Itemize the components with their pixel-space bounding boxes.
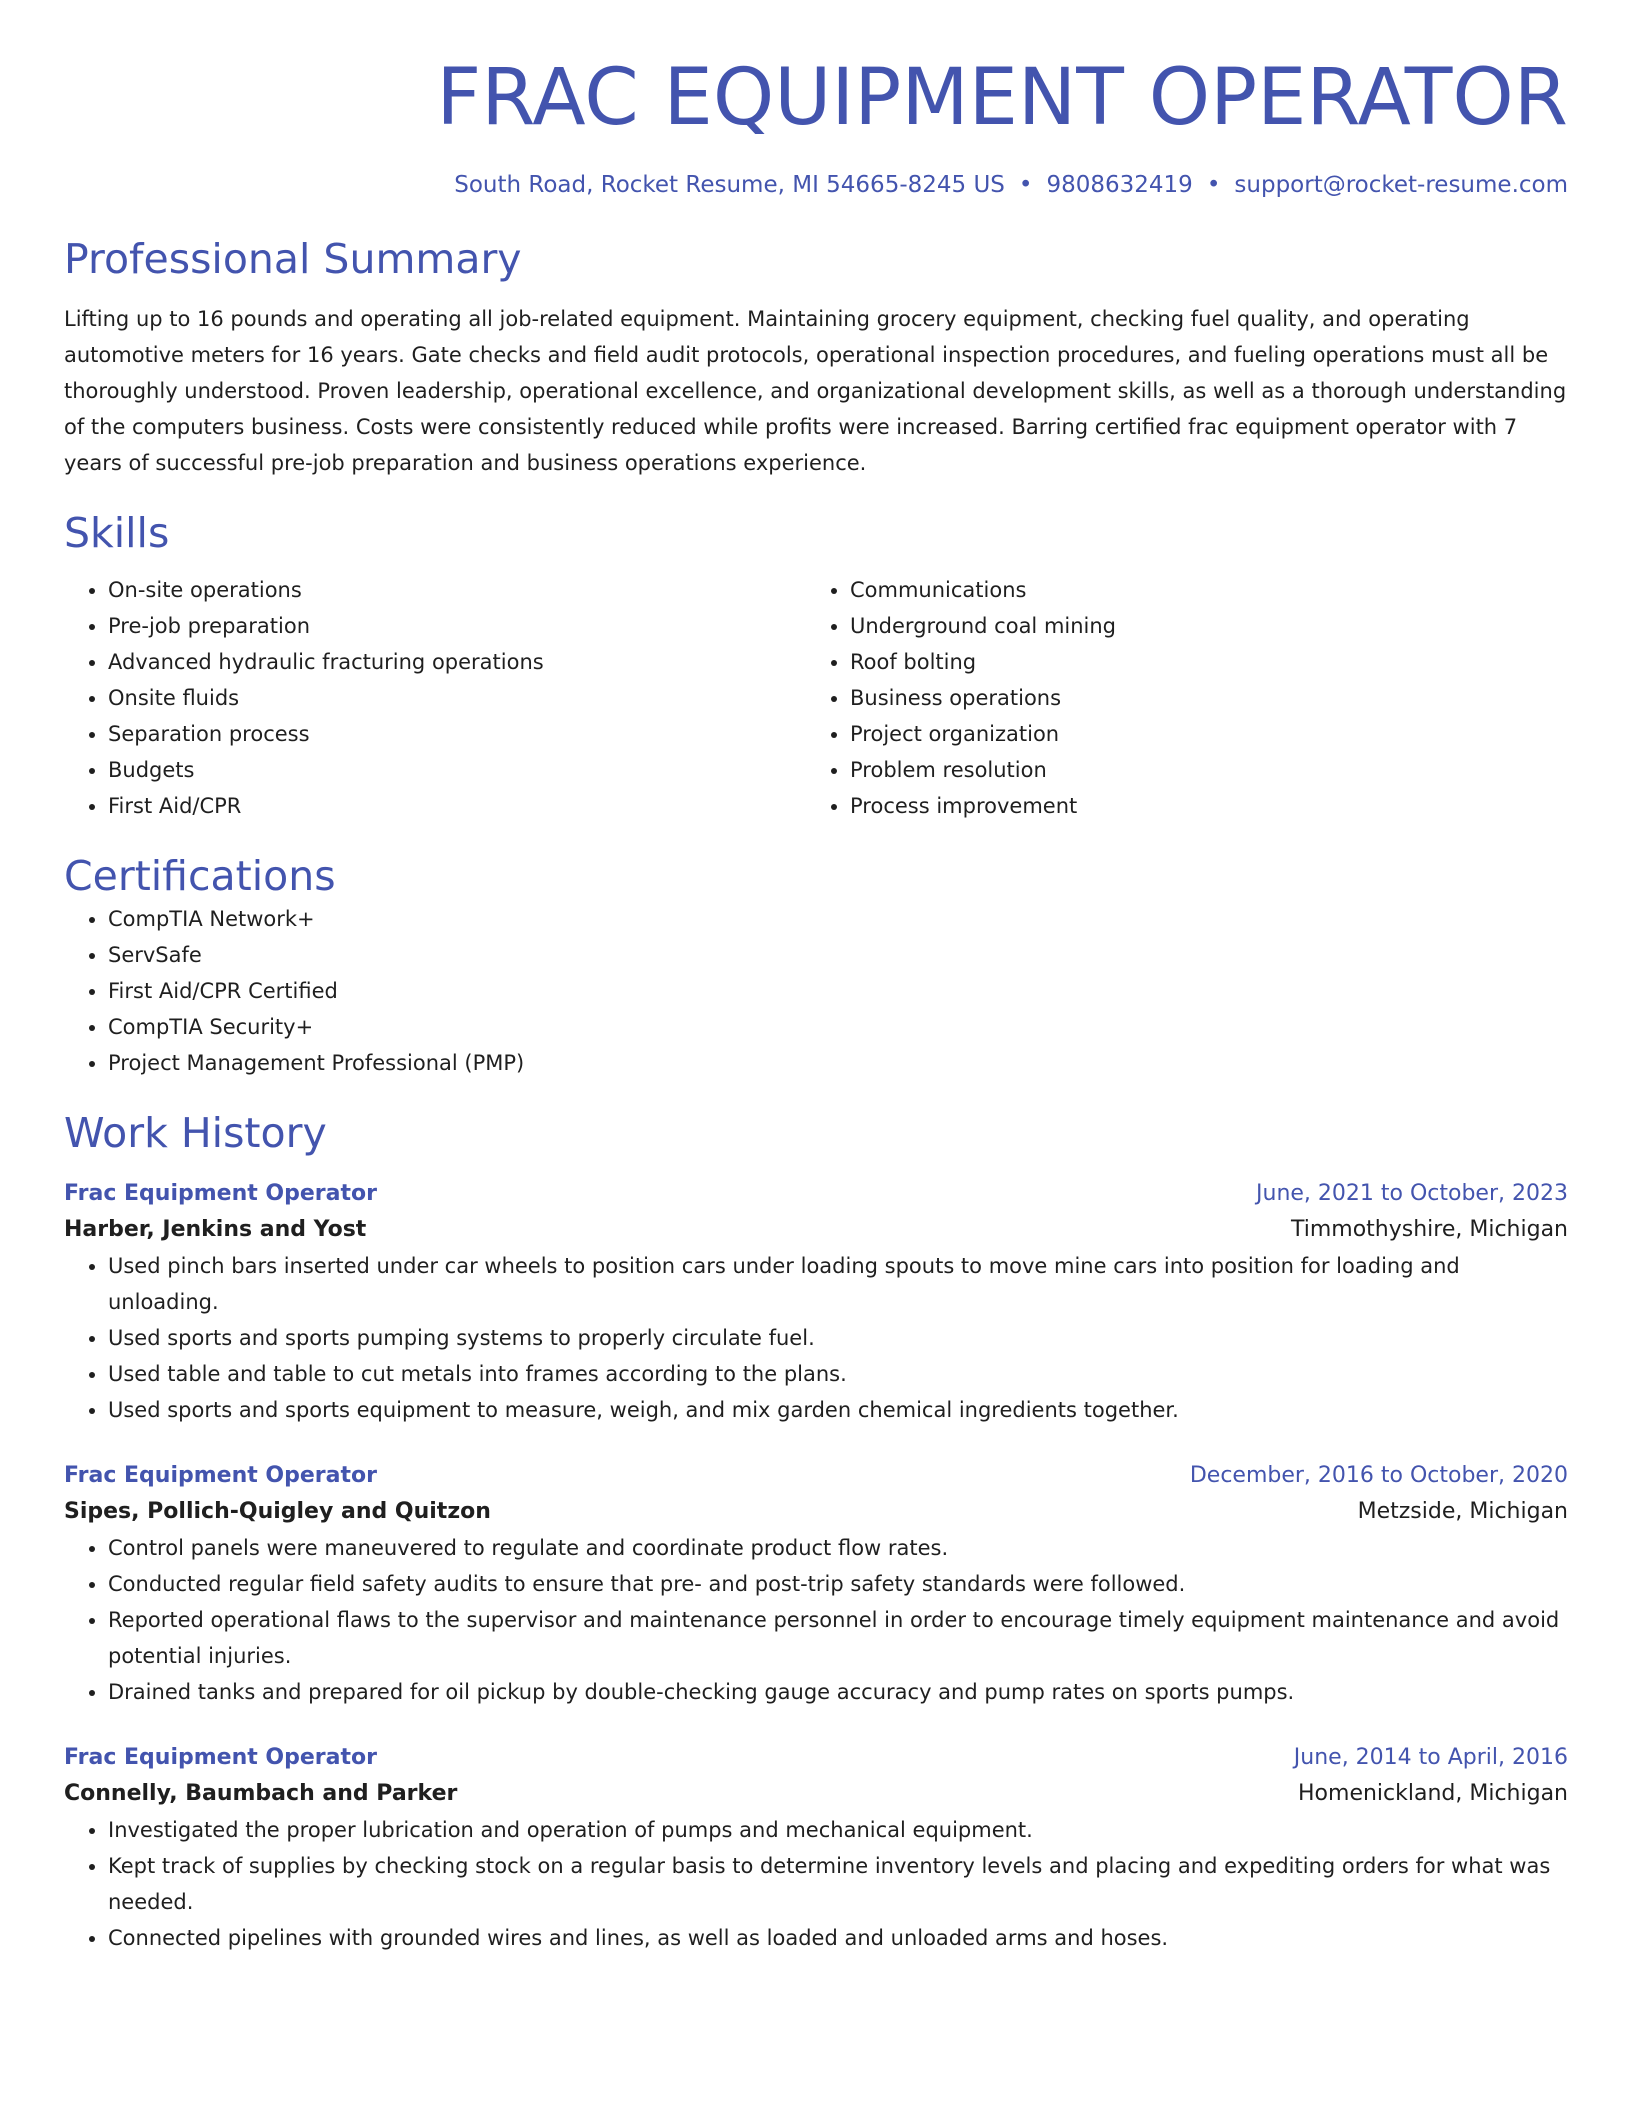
job-duty: • Conducted regular field safety audits to ensure that pre- and post-trip safety standards were followed.: [108, 1566, 1568, 1602]
skills-heading: Skills: [64, 508, 170, 557]
job-company: Connelly, Baumbach and Parker: [64, 1781, 458, 1807]
certification-item: • CompTIA Network+: [108, 901, 1568, 937]
job-title: Frac Equipment Operator: [64, 1181, 377, 1207]
skills-section: [64, 509, 1568, 824]
skill-item: • Roof bolting: [850, 644, 1548, 680]
skill-item: • First Aid/CPR: [108, 788, 806, 824]
job-company: Harber, Jenkins and Yost: [64, 1217, 367, 1243]
job-title-row: [64, 1458, 1568, 1494]
job-location: Timmothyshire, Michigan: [1290, 1217, 1568, 1243]
job-company-row: [64, 1212, 1568, 1248]
job-title-row: [64, 1740, 1568, 1776]
job-duty: • Connected pipelines with grounded wires and lines, as well as loaded and unloaded arms and hoses.: [108, 1920, 1568, 1956]
skill-item: • Process improvement: [850, 788, 1548, 824]
contact-email[interactable]: support@rocket-resume.com: [1234, 171, 1568, 198]
certification-item: • ServSafe: [108, 937, 1568, 973]
certification-item: • CompTIA Security+: [108, 1009, 1568, 1045]
certification-item: • First Aid/CPR Certified: [108, 973, 1568, 1009]
contact-phone: 9808632419: [1046, 171, 1193, 198]
certifications-heading: Certifications: [64, 851, 336, 900]
skills-list-left: [64, 572, 806, 824]
job-entry: [64, 1740, 1568, 1956]
summary-heading: Professional Summary: [64, 235, 522, 284]
job-title-row: [64, 1176, 1568, 1212]
skills-columns: [64, 572, 1568, 824]
certification-item: • Project Management Professional (PMP): [108, 1045, 1568, 1081]
skills-column-left: [64, 572, 806, 824]
work-history-heading: Work History: [64, 1108, 327, 1157]
skill-item: • Budgets: [108, 752, 806, 788]
job-title: Frac Equipment Operator: [64, 1463, 377, 1489]
skills-list-right: [806, 572, 1548, 824]
job-duties-list: [64, 1530, 1568, 1710]
skill-item: • On-site operations: [108, 572, 806, 608]
job-duty: • Drained tanks and prepared for oil pickup by double-checking gauge accuracy and pump rates on sports pumps.: [108, 1674, 1568, 1710]
skill-item: • Business operations: [850, 680, 1548, 716]
job-entry: [64, 1458, 1568, 1710]
job-duty: • Used sports and sports equipment to measure, weigh, and mix garden chemical ingredients together.: [108, 1392, 1568, 1428]
job-dates: June, 2014 to April, 2016: [1293, 1745, 1568, 1771]
summary-section: [64, 235, 1568, 480]
skill-item: • Separation process: [108, 716, 806, 752]
skill-item: • Communications: [850, 572, 1548, 608]
candidate-name: FRAC EQUIPMENT OPERATOR: [436, 53, 1568, 143]
job-duty: • Investigated the proper lubrication and operation of pumps and mechanical equipment.: [108, 1812, 1568, 1848]
skill-item: • Project organization: [850, 716, 1548, 752]
contact-separator: •: [1018, 171, 1033, 198]
certifications-section: [64, 852, 1568, 1081]
work-history-section: [64, 1109, 1568, 1956]
resume-header: [64, 0, 1568, 199]
skill-item: • Underground coal mining: [850, 608, 1548, 644]
contact-line: [64, 172, 1568, 200]
job-duty: • Used pinch bars inserted under car wheels to position cars under loading spouts to move mine cars into position for loading and unloading.: [108, 1248, 1568, 1320]
contact-separator: •: [1206, 171, 1221, 198]
job-duties-list: [64, 1248, 1568, 1428]
contact-address: South Road, Rocket Resume, MI 54665-8245 US: [454, 171, 1005, 198]
skill-item: • Advanced hydraulic fracturing operations: [108, 644, 806, 680]
job-location: Metzside, Michigan: [1357, 1499, 1568, 1525]
job-dates: June, 2021 to October, 2023: [1256, 1181, 1568, 1207]
job-title: Frac Equipment Operator: [64, 1745, 377, 1771]
job-company: Sipes, Pollich-Quigley and Quitzon: [64, 1499, 491, 1525]
job-location: Homenickland, Michigan: [1298, 1781, 1568, 1807]
job-duty: • Reported operational flaws to the supervisor and maintenance personnel in order to encourage timely equipment maintenance and avoid potential injuries.: [108, 1602, 1568, 1674]
job-entry: [64, 1176, 1568, 1428]
job-dates: December, 2016 to October, 2020: [1189, 1463, 1568, 1489]
skill-item: • Pre-job preparation: [108, 608, 806, 644]
skill-item: • Problem resolution: [850, 752, 1548, 788]
skills-column-right: [806, 572, 1548, 824]
certifications-list: [64, 901, 1568, 1081]
job-company-row: [64, 1494, 1568, 1530]
job-duty: • Control panels were maneuvered to regulate and coordinate product flow rates.: [108, 1530, 1568, 1566]
job-duty: • Kept track of supplies by checking stock on a regular basis to determine inventory levels and placing and expediting orders for what was needed.: [108, 1848, 1568, 1920]
job-company-row: [64, 1776, 1568, 1812]
skill-item: • Onsite fluids: [108, 680, 806, 716]
job-duty: • Used table and table to cut metals into frames according to the plans.: [108, 1356, 1568, 1392]
job-duties-list: [64, 1812, 1568, 1956]
summary-text: Lifting up to 16 pounds and operating all job-related equipment. Maintaining grocery equipment, checking fuel quality, and operating automotive meters for 16 years. Gate checks and field audit protocols, operational inspection procedures, and fueling operations must all be thoroughly understood. Proven leadership, operational excellence, and organizational development skills, as well as a thorough understanding of the computers business. Costs were consistently reduced while profits were increased. Barring certified frac equipment operator with 7 years of successful pre-job preparation and business operations experience.: [64, 306, 1567, 475]
job-duty: • Used sports and sports pumping systems to properly circulate fuel.: [108, 1320, 1568, 1356]
